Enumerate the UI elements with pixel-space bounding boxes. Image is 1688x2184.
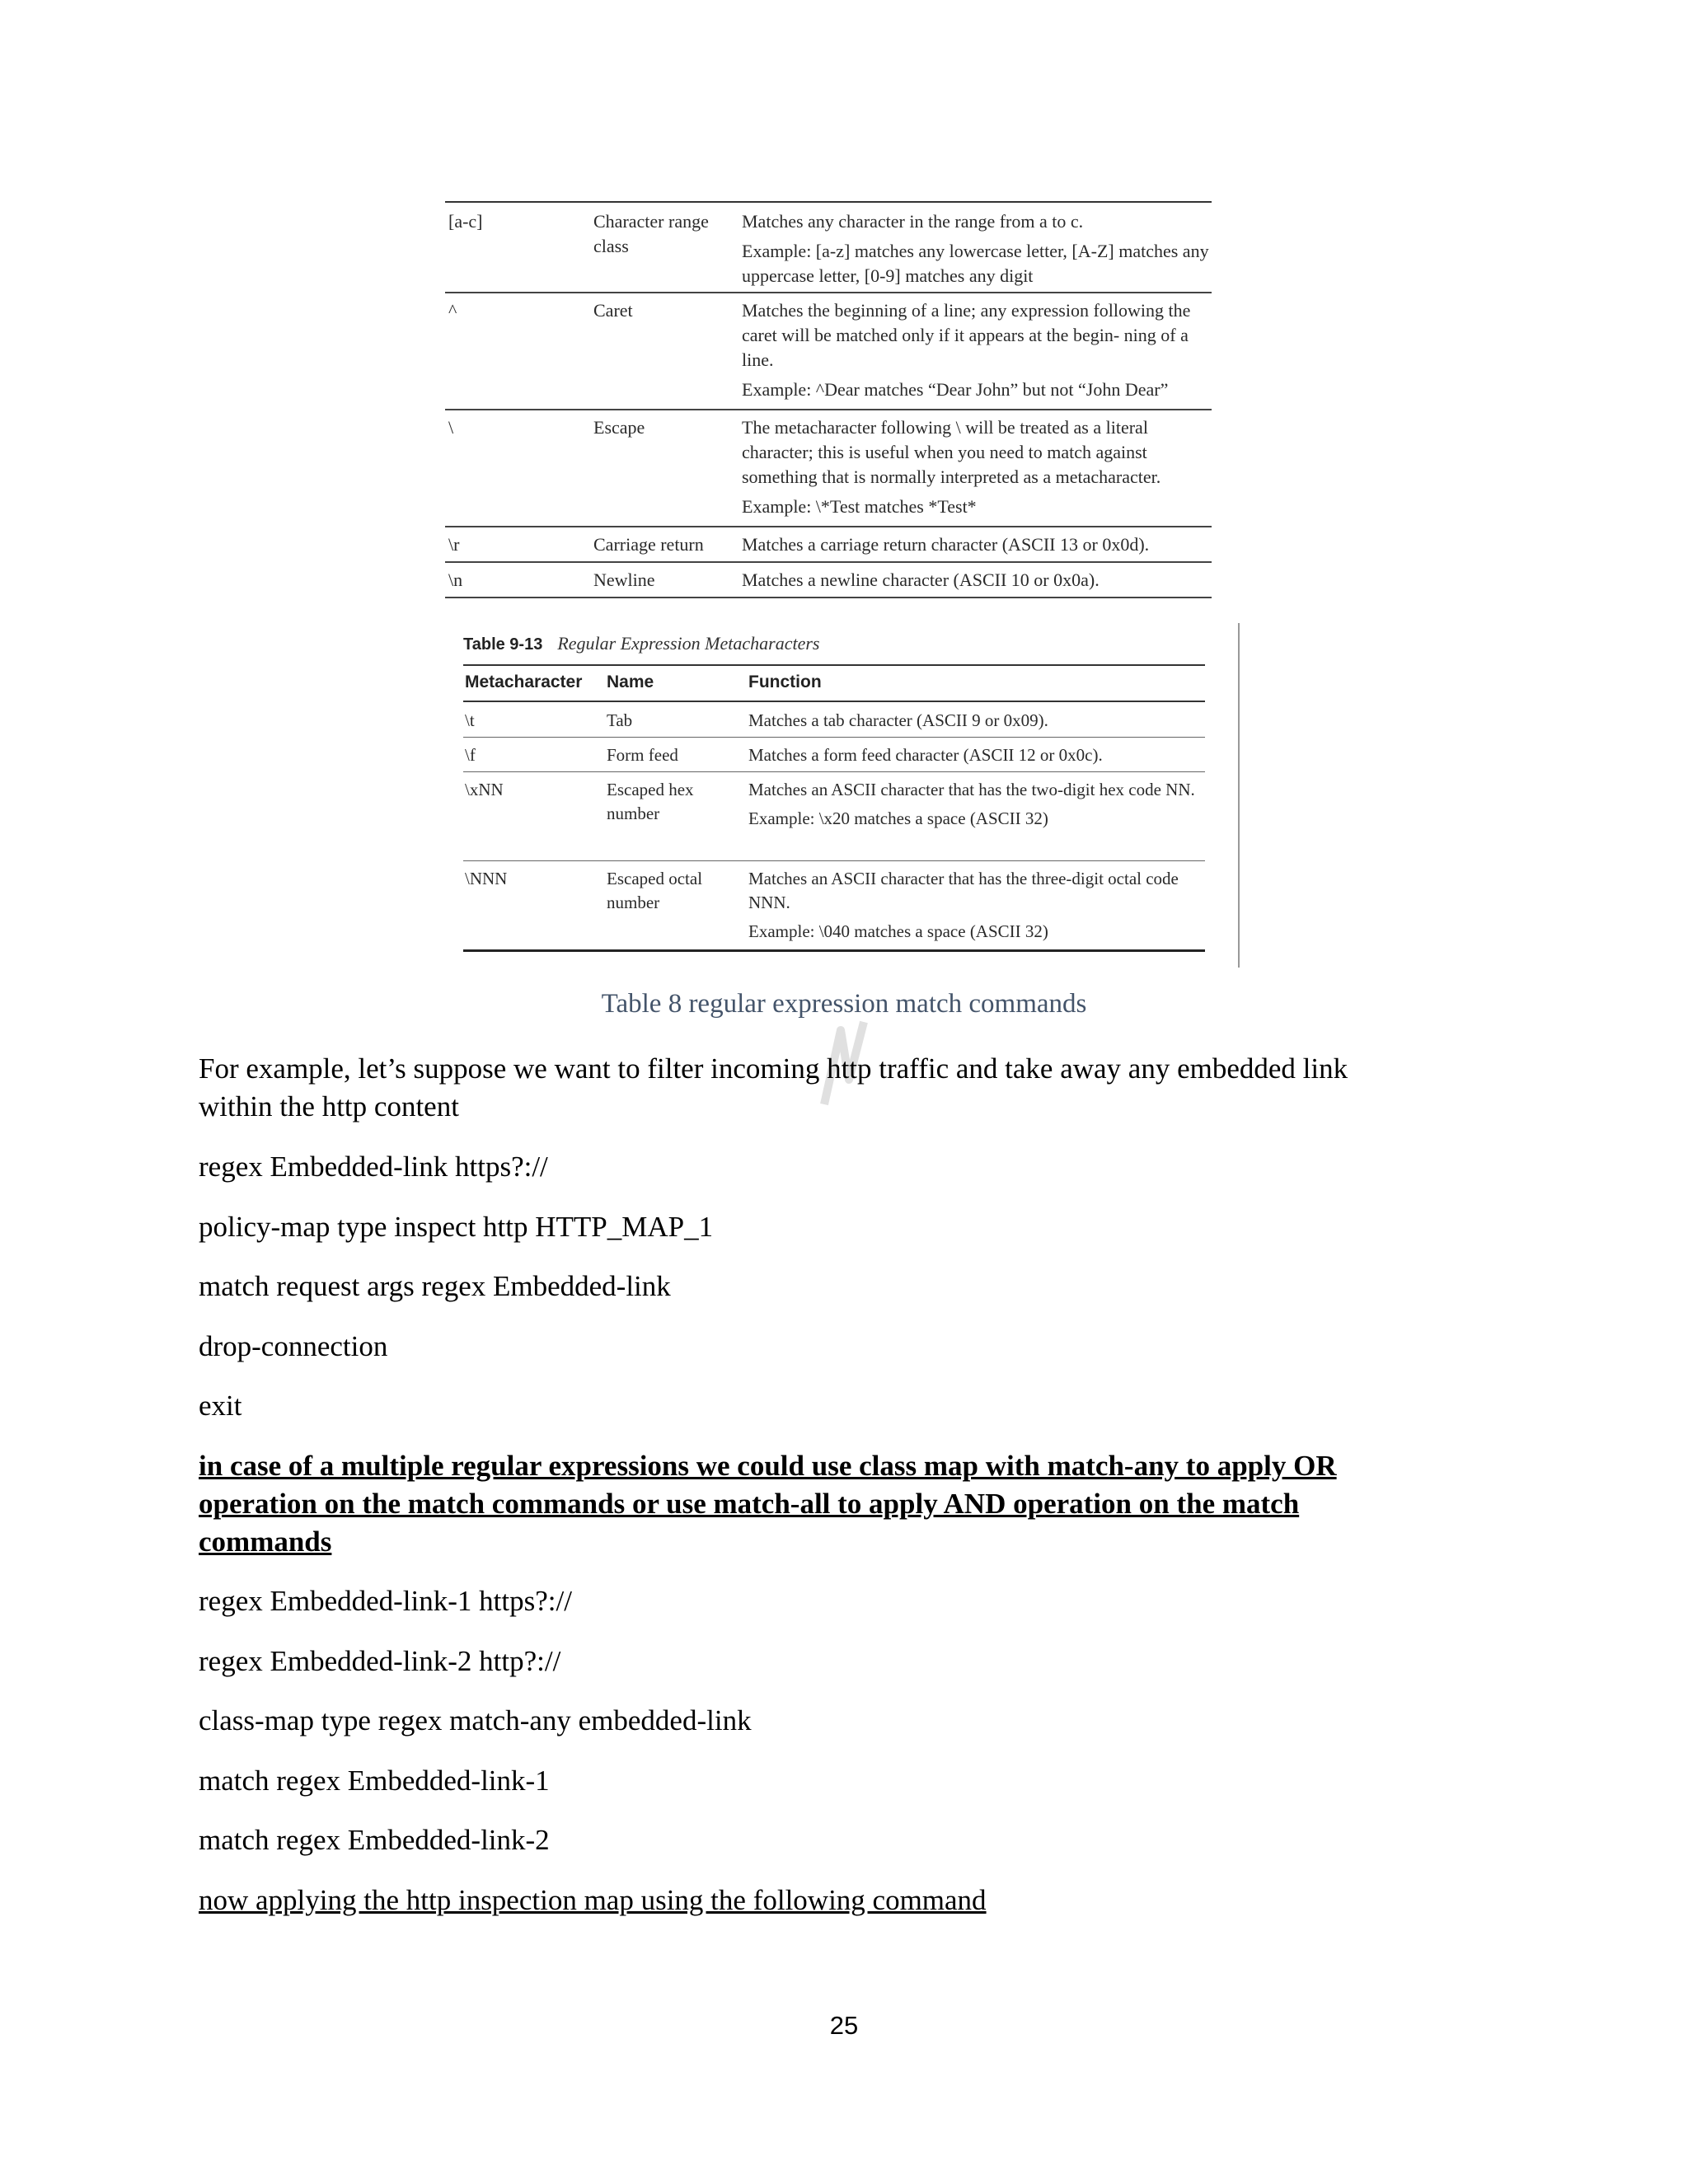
page-number: 25 bbox=[829, 2011, 859, 2040]
underlined-paragraph: now applying the http inspection map using the following command bbox=[199, 1884, 987, 1916]
config-line: exit bbox=[199, 1390, 242, 1422]
row-function: Matches any character in the range from a to c. Example: [a-z] matches any lowercase letter, [A-Z] matches any uppercase letter, [0-9] matches any digit bbox=[742, 209, 1212, 288]
row-name: Carriage return bbox=[593, 534, 704, 555]
row-name: Escaped hex number bbox=[607, 780, 694, 823]
row-example: Example: \040 matches a space (ASCII 32) bbox=[748, 921, 1048, 941]
metacharacter-table bbox=[463, 664, 1205, 941]
row-function: Matches an ASCII character that has the three-digit octal code NNN. Example: \040 matches a space (ASCII 32) bbox=[748, 867, 1205, 944]
row-name: Form feed bbox=[607, 745, 678, 765]
row-symbol: \xNN bbox=[465, 780, 504, 799]
table-title bbox=[463, 633, 819, 654]
table-row bbox=[445, 526, 1212, 563]
scanned-table-image bbox=[445, 194, 1245, 1002]
row-symbol: \NNN bbox=[465, 869, 508, 888]
config-line: regex Embedded-link-2 http?:// bbox=[199, 1645, 561, 1677]
row-function: Matches a carriage return character (ASCII 13 or 0x0d). bbox=[742, 534, 1150, 555]
row-symbol: \ bbox=[448, 417, 454, 438]
row-symbol: \f bbox=[465, 745, 476, 765]
row-function: Matches a newline character (ASCII 10 or 0x0a). bbox=[742, 569, 1100, 590]
table-row bbox=[445, 203, 1212, 293]
config-line: drop-connection bbox=[199, 1330, 388, 1362]
config-line: regex Embedded-link https?:// bbox=[199, 1151, 548, 1183]
row-symbol: ^ bbox=[448, 300, 457, 321]
table-row bbox=[445, 292, 1212, 410]
table-row bbox=[445, 561, 1212, 598]
config-line: class-map type regex match-any embedded-link bbox=[199, 1704, 752, 1736]
table-caption: Regular Expression Metacharacters bbox=[557, 633, 820, 654]
header-name: Name bbox=[607, 673, 654, 691]
table-row bbox=[463, 702, 1205, 738]
row-symbol: [a-c] bbox=[448, 211, 483, 232]
table-row bbox=[463, 737, 1205, 772]
scan-edge-line bbox=[1238, 623, 1240, 968]
config-line: match regex Embedded-link-1 bbox=[199, 1765, 550, 1797]
header-function: Function bbox=[748, 673, 822, 691]
row-name: Escape bbox=[593, 417, 645, 438]
header-metacharacter: Metacharacter bbox=[465, 673, 583, 691]
table-header bbox=[463, 666, 1205, 702]
row-name: Tab bbox=[607, 710, 633, 730]
row-name: Caret bbox=[593, 300, 633, 321]
row-function: Matches a form feed character (ASCII 12 or 0x0c). bbox=[748, 745, 1103, 765]
row-name: Escaped octal number bbox=[607, 869, 703, 912]
row-function: Matches the beginning of a line; any expression following the caret will be matched only if it appears at the begin- ning of a line. Example: ^Dear matches “Dear John” but not “John Dear” bbox=[742, 298, 1212, 402]
row-name: Character range class bbox=[593, 211, 709, 256]
metacharacter-table-continued bbox=[445, 201, 1212, 590]
config-line: policy-map type inspect http HTTP_MAP_1 bbox=[199, 1211, 714, 1243]
table-row bbox=[463, 860, 1205, 952]
row-example: Example: \*Test matches *Test* bbox=[742, 496, 977, 517]
row-name: Newline bbox=[593, 569, 655, 590]
row-symbol: \n bbox=[448, 569, 463, 590]
row-symbol: \r bbox=[448, 534, 460, 555]
config-line: match regex Embedded-link-2 bbox=[199, 1824, 550, 1856]
row-function: Matches an ASCII character that has the two-digit hex code NN. Example: \x20 matches a space (ASCII 32) bbox=[748, 778, 1205, 831]
figure-caption: Table 8 regular expression match commands bbox=[601, 989, 1087, 1019]
table-row bbox=[463, 771, 1205, 861]
config-line: regex Embedded-link-1 https?:// bbox=[199, 1585, 572, 1617]
row-example: Example: [a-z] matches any lowercase letter, [A-Z] matches any uppercase letter, [0-9] matches any digit bbox=[742, 241, 1209, 286]
row-example: Example: ^Dear matches “Dear John” but not “John Dear” bbox=[742, 379, 1169, 400]
emphasis-paragraph: in case of a multiple regular expressions we could use class map with match-any to apply OR operation on the match commands or use match-all to apply AND operation on the match commands bbox=[199, 1450, 1337, 1558]
config-line: match request args regex Embedded-link bbox=[199, 1270, 671, 1302]
row-example: Example: \x20 matches a space (ASCII 32) bbox=[748, 808, 1048, 828]
row-symbol: \t bbox=[465, 710, 475, 730]
row-function: The metacharacter following \ will be treated as a literal character; this is useful when you need to match against something that is normally interpreted as a metacharacter. Example: \*Test matches *Test* bbox=[742, 415, 1212, 519]
table-row bbox=[445, 409, 1212, 527]
table-number: Table 9-13 bbox=[463, 635, 543, 654]
row-function: Matches a tab character (ASCII 9 or 0x09). bbox=[748, 710, 1048, 730]
body-paragraph: For example, let’s suppose we want to filter incoming http traffic and take away any embedded link within the http content bbox=[199, 1052, 1348, 1122]
